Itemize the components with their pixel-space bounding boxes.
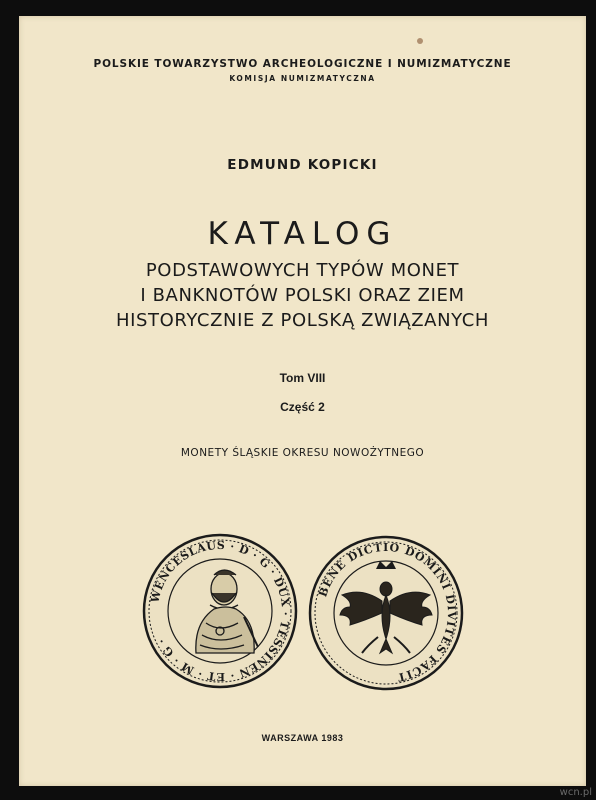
volume-number: Tom VIII [279,371,326,385]
reverse-legend: BENE DICTIO DOMINI DIVITES FACIT [316,540,459,685]
place-and-year: WARSZAWA 1983 [261,733,344,743]
series-title: MONETY ŚLĄSKIE OKRESU NOWOŻYTNEGO [180,447,425,459]
publisher-name: POLSKIE TOWARZYSTWO ARCHEOLOGICZNE I NUMIZMATYCZNE [93,58,512,70]
book-cover [19,16,586,786]
watermark: wcn.pl [559,787,592,798]
portrait-coin-icon [140,531,300,691]
publisher-commission: KOMISJA NUMIZMATYCZNA [229,74,376,83]
subtitle-line-3: HISTORYCZNIE Z POLSKĄ ZWIĄZANYCH [115,310,490,331]
book-title: KATALOG [207,216,398,252]
part-number: Część 2 [280,400,325,414]
eagle-coin-icon [306,533,466,693]
subtitle-line-2: I BANKNOTÓW POLSKI ORAZ ZIEM [140,285,465,306]
author-name: EDMUND KOPICKI [227,157,378,173]
obverse-legend: WENCESLAUS · D · G · DUX · TESSINEN · ET · M · G · [148,538,293,684]
subtitle-line-1: PODSTAWOWYCH TYPÓW MONET [145,260,460,281]
paper-mark [417,38,423,44]
